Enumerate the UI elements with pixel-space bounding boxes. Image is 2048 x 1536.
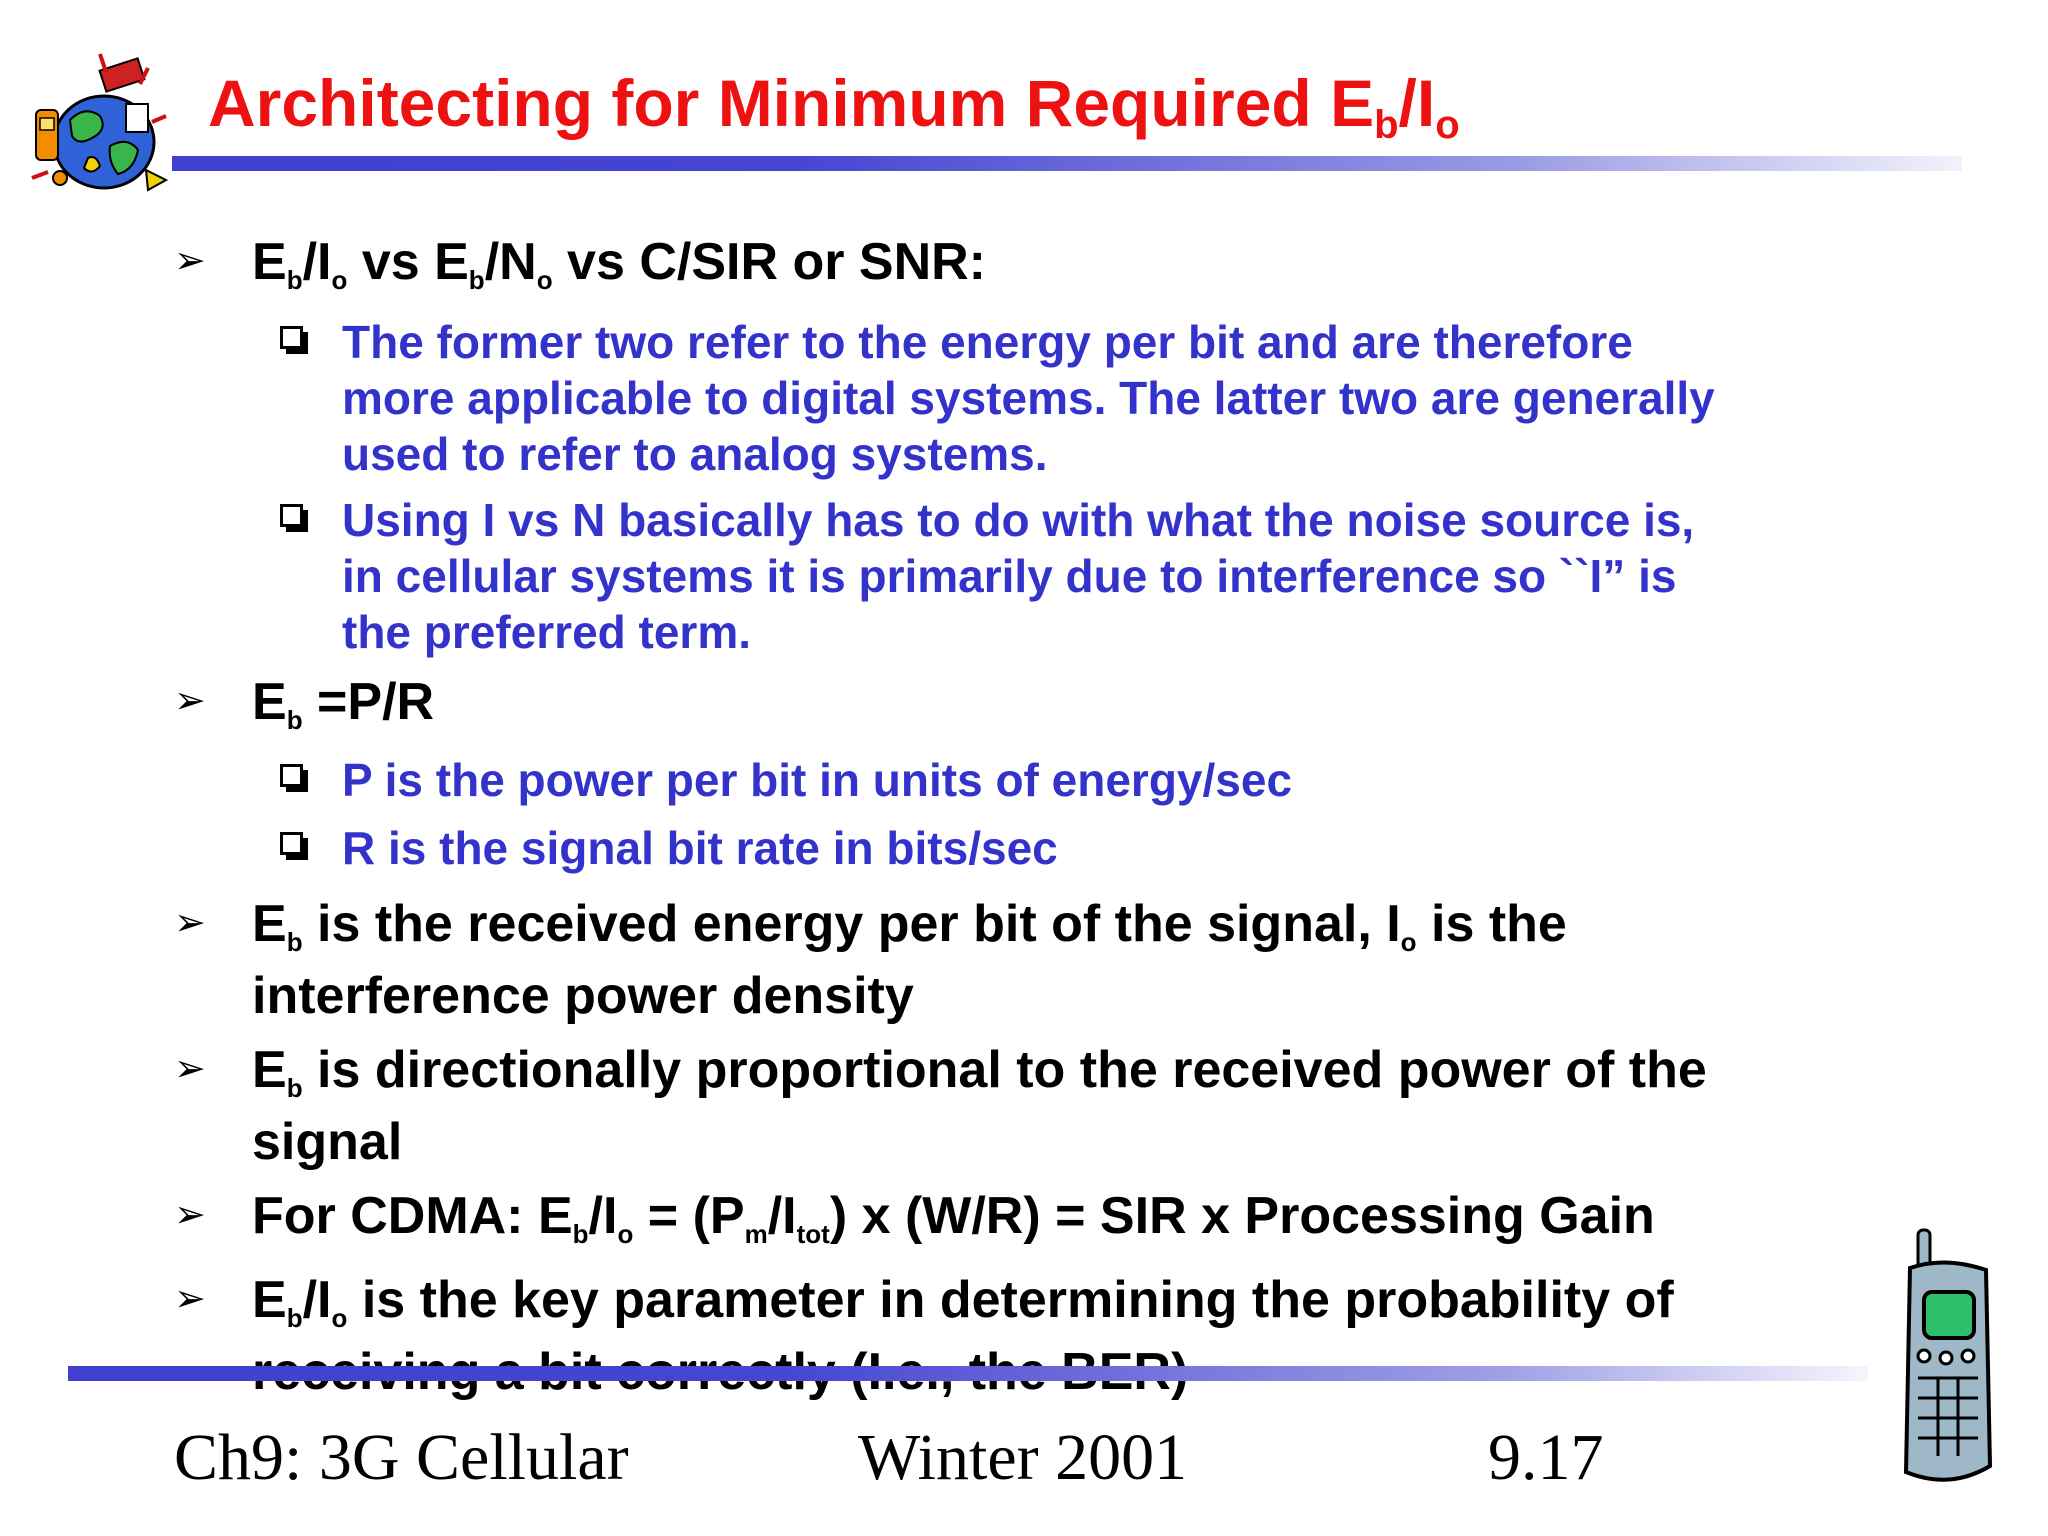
bullet-arrow-icon: ➢ — [174, 1046, 206, 1090]
bullet-4-line-1: Eb is directionally proportional to the received power of the — [252, 1041, 1707, 1103]
sub-bullet-1-2-line-3: the preferred term. — [342, 606, 752, 658]
bullet-6-line-1: Eb/Io is the key parameter in determining the probability of — [252, 1271, 1674, 1333]
footer-slide-number: 9.17 — [1488, 1421, 1604, 1494]
bullet-1: Eb/Io vs Eb/No vs C/SIR or SNR: — [252, 233, 986, 295]
bullet-4-line-2: signal — [252, 1113, 403, 1171]
footer-rule — [68, 1366, 1868, 1381]
footer-term: Winter 2001 — [858, 1421, 1188, 1494]
sub-bullet-2-2: R is the signal bit rate in bits/sec — [342, 822, 1058, 874]
mobile-phone-clipart-icon — [1890, 1228, 2000, 1490]
sub-bullet-1-1-line-2: more applicable to digital systems. The latter two are generally — [342, 372, 1715, 424]
bullet-5: For CDMA: Eb/Io = (Pm/Itot) x (W/R) = SIR x Processing Gain — [252, 1187, 1655, 1249]
sub-bullet-1-1-line-3: used to refer to analog systems. — [342, 428, 1048, 480]
footer-course: Ch9: 3G Cellular — [174, 1421, 629, 1494]
bullet-arrow-icon: ➢ — [174, 900, 206, 944]
bullet-2: Eb =P/R — [252, 673, 435, 735]
sub-bullet-1-2-line-1: Using I vs N basically has to do with what the noise source is, — [342, 494, 1695, 546]
checkbox-bullet-icon — [280, 504, 303, 527]
bullet-3-line-1: Eb is the received energy per bit of the signal, Io is the — [252, 895, 1567, 957]
title-text-mid: /I — [1398, 66, 1436, 140]
bullet-arrow-icon: ➢ — [174, 1192, 206, 1236]
bullet-arrow-icon: ➢ — [174, 678, 206, 722]
sub-bullet-1-2-line-2: in cellular systems it is primarily due to interference so ``I” is — [342, 550, 1677, 602]
checkbox-bullet-icon — [280, 326, 303, 349]
title-subscript-b: b — [1374, 103, 1399, 147]
sub-bullet-1-1-line-1: The former two refer to the energy per bit and are therefore — [342, 316, 1633, 368]
checkbox-bullet-icon — [280, 832, 303, 855]
bullet-arrow-icon: ➢ — [174, 1276, 206, 1320]
checkbox-bullet-icon — [280, 764, 303, 787]
title-text: Architecting for Minimum Required E — [208, 66, 1375, 140]
sub-bullet-2-1: P is the power per bit in units of energy/sec — [342, 754, 1293, 806]
bullet-arrow-icon: ➢ — [174, 238, 206, 282]
title-subscript-o: o — [1435, 103, 1460, 147]
bullet-3-line-2: interference power density — [252, 967, 914, 1025]
